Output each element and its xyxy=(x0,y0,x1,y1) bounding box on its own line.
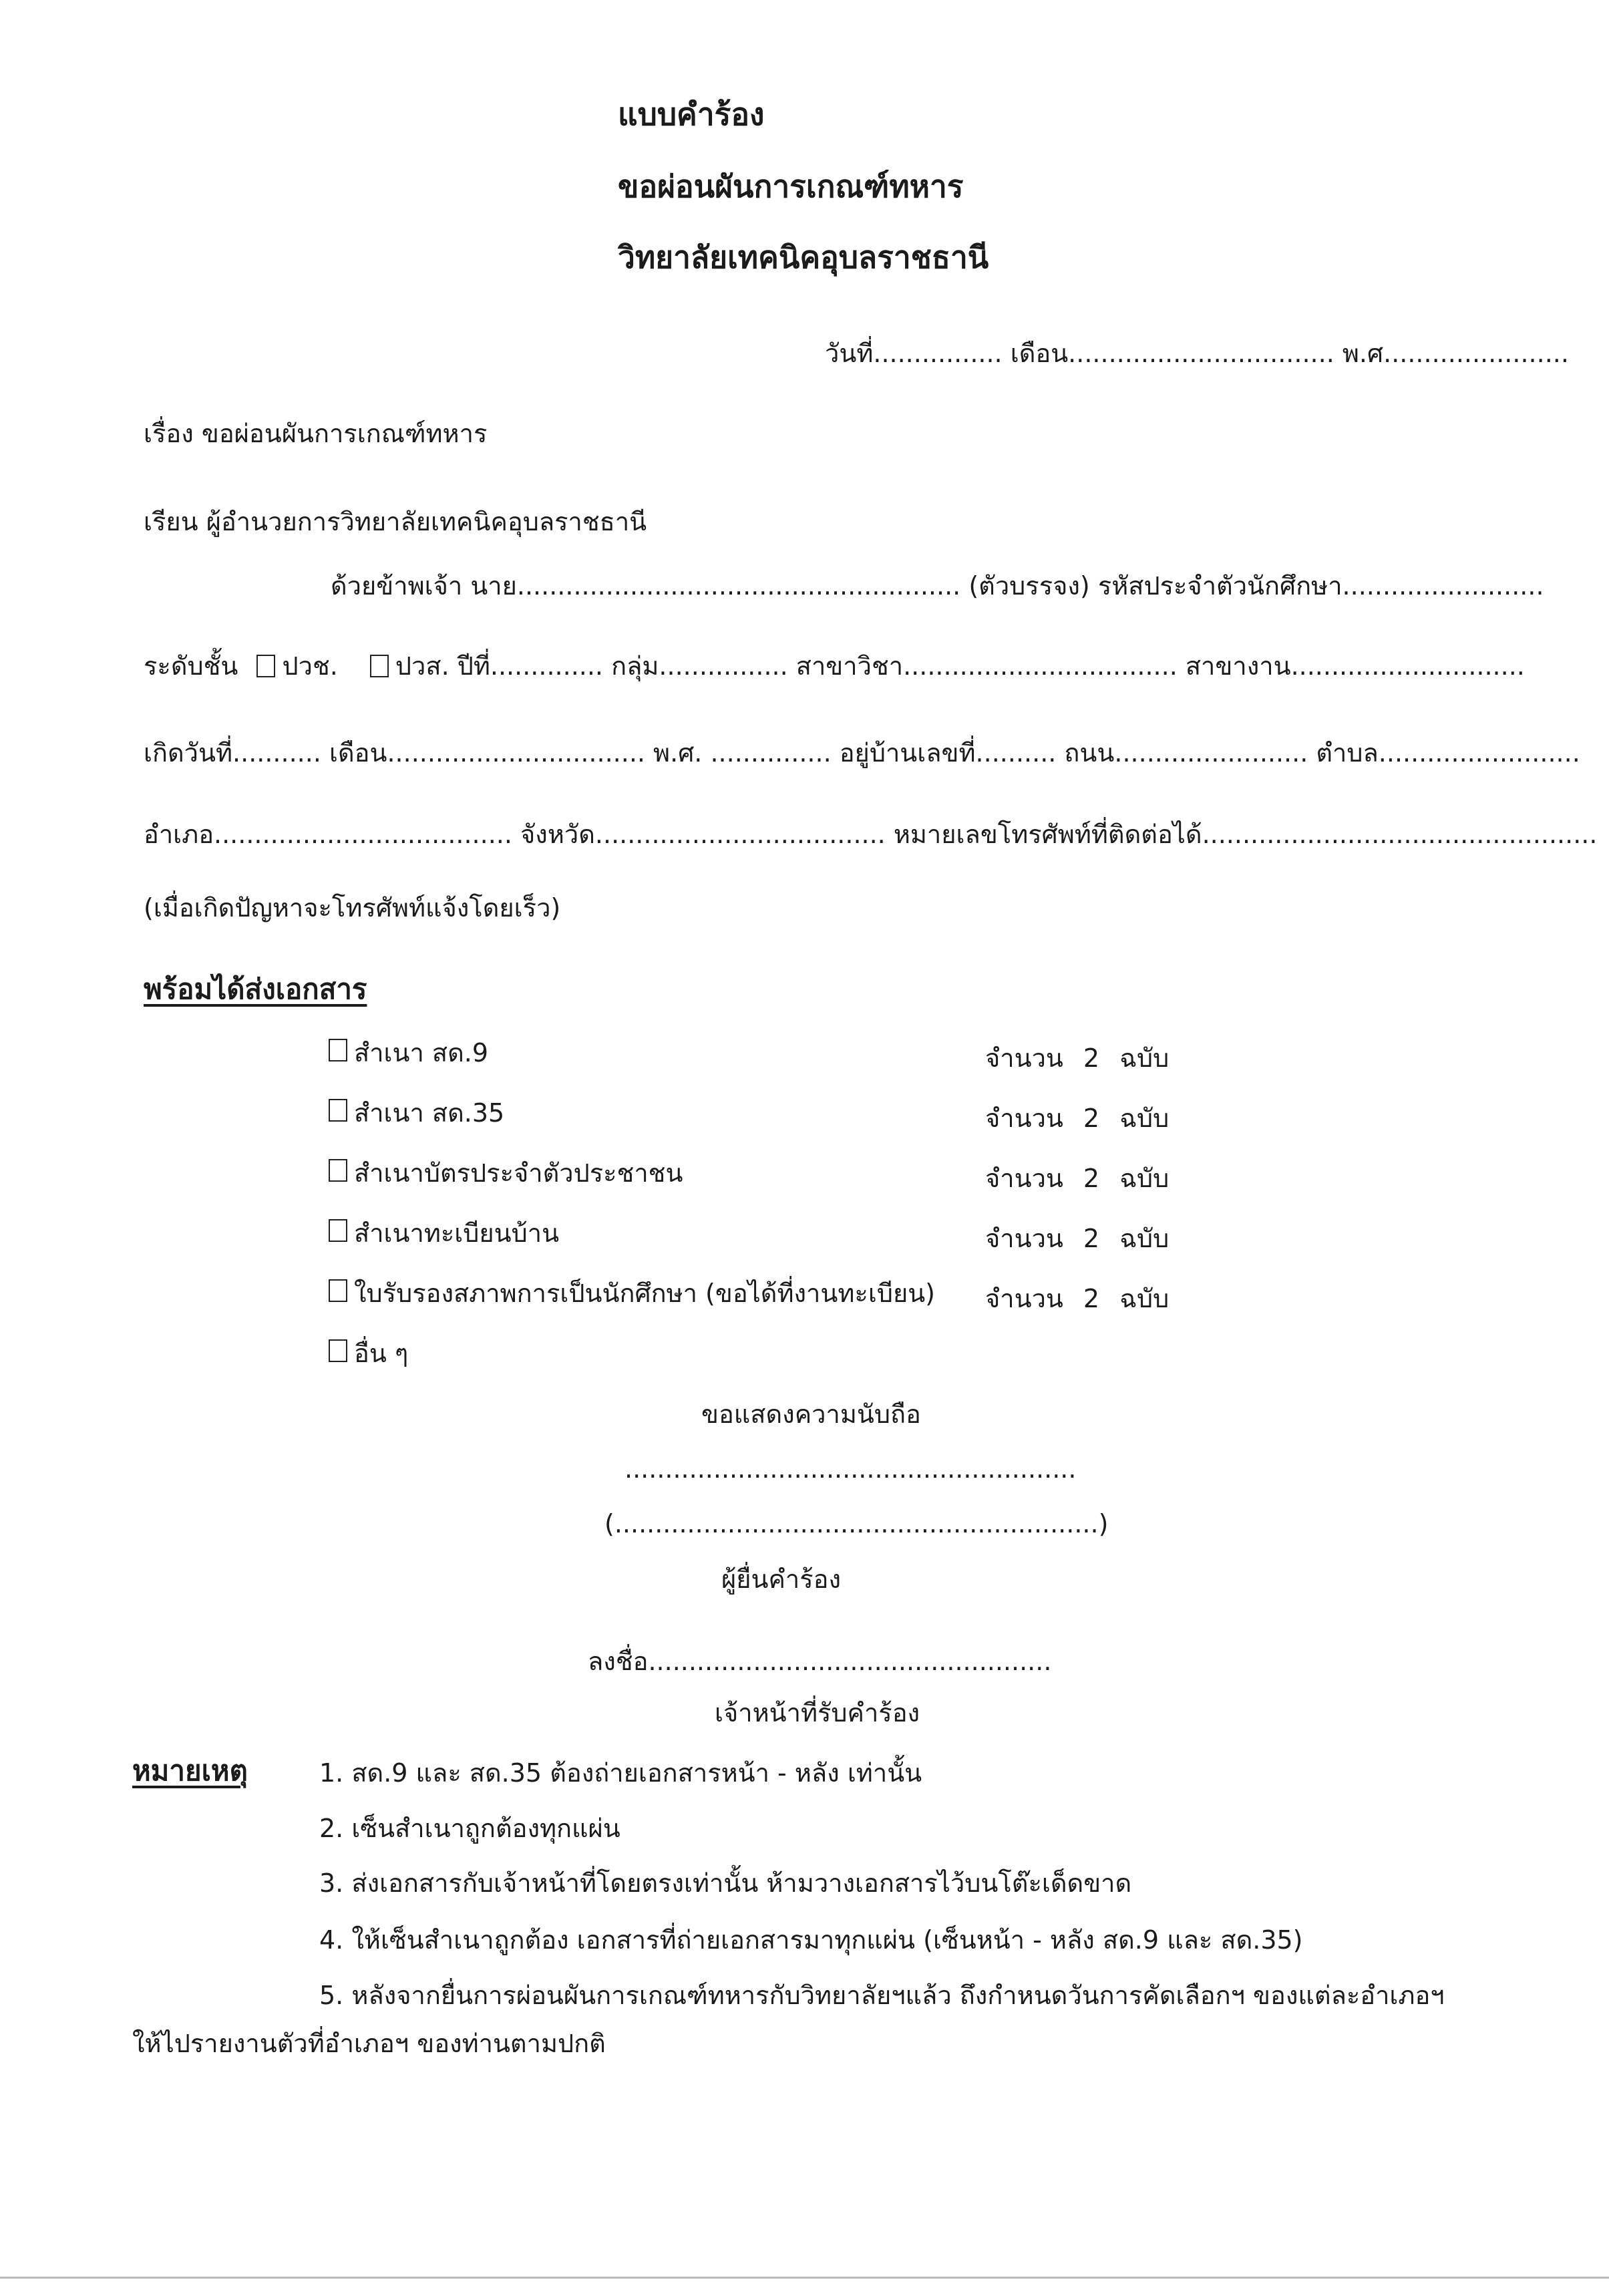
doc-checkbox[interactable] xyxy=(329,1219,347,1242)
scan-edge-line xyxy=(0,2277,1609,2279)
doc-quantity: จำนวน 2 ฉบับ xyxy=(985,1224,1170,1253)
doc-quantity: จำนวน 2 ฉบับ xyxy=(985,1043,1170,1073)
note-item: 1. สด.9 และ สด.35 ต้องถ่ายเอกสารหน้า - หลัง เท่านั้น xyxy=(319,1758,922,1788)
officer-title: เจ้าหน้าที่รับคำร้อง xyxy=(715,1698,920,1728)
applicant-name-line: ด้วยข้าพเจ้า นาย....................................................... (ตัวบรรจง) รหัสประจำตัวนักศึกษา......................... xyxy=(331,571,1544,601)
doc-quantity: จำนวน 2 ฉบับ xyxy=(985,1104,1170,1133)
level-label: ระดับชั้น xyxy=(144,651,238,681)
form-subtitle: ขอผ่อนผันการเกณฑ์ทหาร xyxy=(618,168,964,204)
high-vocational-details: ปวส. ปีที่.............. กลุ่ม................ สาขาวิชา.................................. สาขางาน............................. xyxy=(395,651,1525,681)
district-phone-line: อำเภอ..................................... จังหวัด.................................... หมายเลขโทรศัพท์ที่ติดต่อได้................................................. xyxy=(144,820,1598,849)
note-item: 3. ส่งเอกสารกับเจ้าหน้าที่โดยตรงเท่านั้น ห้ามวางเอกสารไว้บนโต๊ะเด็ดขาด xyxy=(319,1868,1132,1898)
phone-note: (เมื่อเกิดปัญหาจะโทรศัพท์แจ้งโดยเร็ว) xyxy=(144,893,561,923)
note-continuation: ให้ไปรายงานตัวที่อำเภอฯ ของท่านตามปกติ xyxy=(132,2029,606,2058)
applicant-signature-line: ........................................................ xyxy=(624,1454,1077,1484)
doc-item: สำเนาบัตรประจำตัวประชาชน xyxy=(329,1159,683,1186)
note-item: 2. เซ็นสำเนาถูกต้องทุกแผ่น xyxy=(319,1814,620,1843)
birth-address-line: เกิดวันที่........... เดือน................................ พ.ศ. ............... อยู่บ้านเลขที่.......... ถนน........................ ตำบล......................... xyxy=(144,738,1580,768)
college-name: วิทยาลัยเทคนิคอุบลราชธานี xyxy=(618,239,989,275)
documents-heading: พร้อมได้ส่งเอกสาร xyxy=(144,973,367,1005)
level-line xyxy=(144,653,1525,679)
note-item: 5. หลังจากยื่นการผ่อนผันการเกณฑ์ทหารกับวิทยาลัยฯแล้ว ถึงกำหนดวันการคัดเลือกฯ ของแต่ละอำเภอฯ xyxy=(319,1981,1445,2010)
doc-item-other: อื่น ๆ xyxy=(329,1339,408,1366)
vocational-cert-label: ปวช. xyxy=(282,651,338,681)
doc-item: สำเนาทะเบียนบ้าน xyxy=(329,1219,559,1246)
doc-item: สำเนา สด.9 xyxy=(329,1039,488,1065)
applicant-title: ผู้ยื่นคำร้อง xyxy=(721,1565,842,1594)
doc-checkbox[interactable] xyxy=(329,1279,347,1302)
doc-checkbox[interactable] xyxy=(329,1339,347,1362)
doc-checkbox[interactable] xyxy=(329,1039,347,1061)
applicant-name-paren: (............................................................) xyxy=(604,1509,1109,1538)
doc-quantity: จำนวน 2 ฉบับ xyxy=(985,1284,1170,1313)
subject-line: เรื่อง ขอผ่อนผันการเกณฑ์ทหาร xyxy=(144,419,488,448)
officer-signature-line: ลงชื่อ.................................................. xyxy=(588,1647,1052,1676)
vocational-cert-checkbox[interactable] xyxy=(256,655,275,677)
notes-heading: หมายเหตุ xyxy=(132,1754,248,1787)
doc-quantity: จำนวน 2 ฉบับ xyxy=(985,1164,1170,1193)
doc-checkbox[interactable] xyxy=(329,1099,347,1122)
note-item: 4. ให้เซ็นสำเนาถูกต้อง เอกสารที่ถ่ายเอกสารมาทุกแผ่น (เซ็นหน้า - หลัง สด.9 และ สด.35) xyxy=(319,1925,1303,1955)
doc-item: ใบรับรองสภาพการเป็นนักศึกษา (ขอได้ที่งานทะเบียน) xyxy=(329,1279,935,1306)
recipient-line: เรียน ผู้อำนวยการวิทยาลัยเทคนิคอุบลราชธานี xyxy=(144,507,647,536)
doc-checkbox[interactable] xyxy=(329,1159,347,1182)
date-line: วันที่................ เดือน................................. พ.ศ....................... xyxy=(825,339,1569,368)
doc-item: สำเนา สด.35 xyxy=(329,1099,504,1126)
closing-regards: ขอแสดงความนับถือ xyxy=(701,1400,921,1429)
high-vocational-cert-checkbox[interactable] xyxy=(370,655,389,677)
form-title: แบบคำร้อง xyxy=(618,96,765,132)
